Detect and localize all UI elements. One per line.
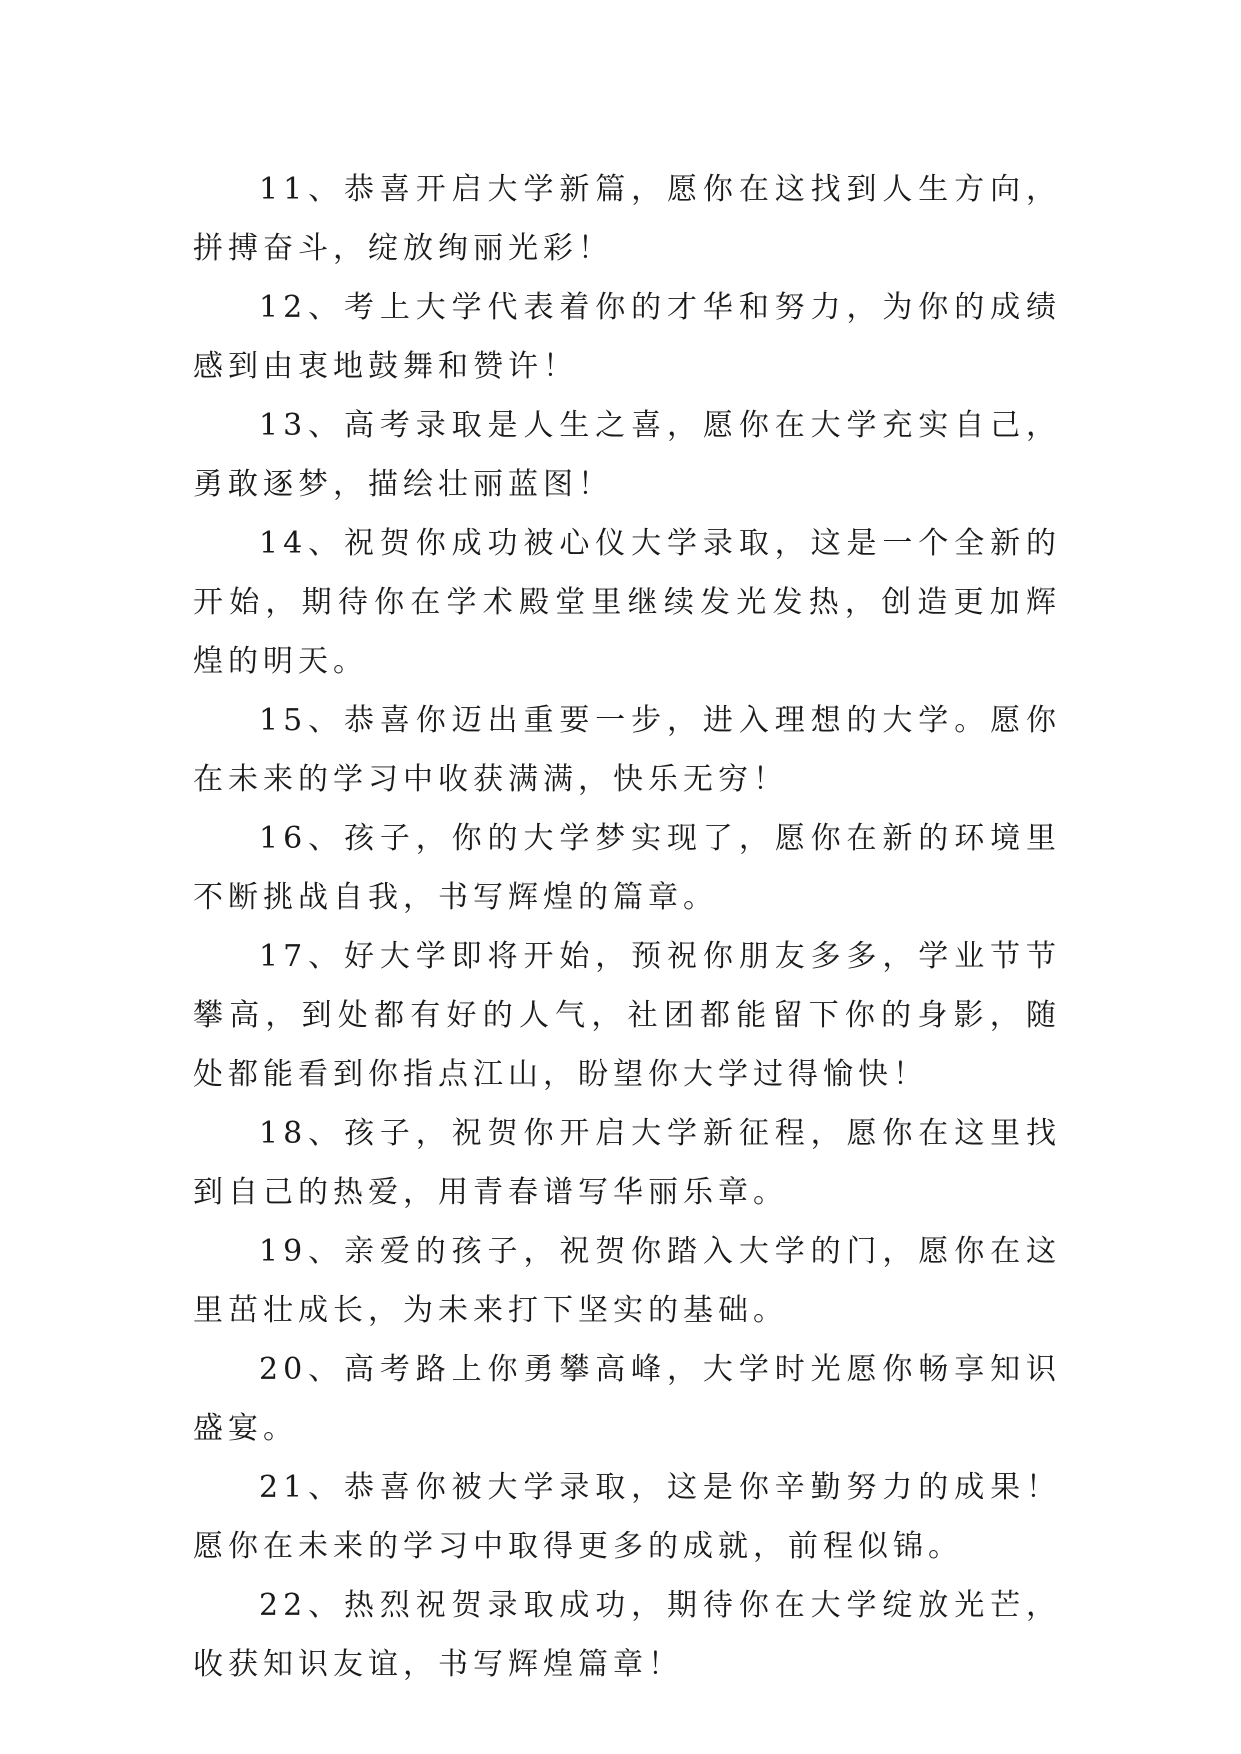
paragraph-22: 22、热烈祝贺录取成功，期待你在大学绽放光芒，收获知识友谊，书写辉煌篇章！ <box>193 1588 1061 1682</box>
paragraph-16: 16、孩子，你的大学梦实现了，愿你在新的环境里不断挑战自我，书写辉煌的篇章。 <box>193 821 1061 915</box>
paragraph-18: 18、孩子，祝贺你开启大学新征程，愿你在这里找到自己的热爱，用青春谱写华丽乐章。 <box>193 1116 1061 1210</box>
paragraph-11: 11、恭喜开启大学新篇，愿你在这找到人生方向，拼搏奋斗，绽放绚丽光彩！ <box>193 172 1061 266</box>
paragraph-19: 19、亲爱的孩子，祝贺你踏入大学的门，愿你在这里茁壮成长，为未来打下坚实的基础。 <box>193 1234 1061 1328</box>
paragraph-17: 17、好大学即将开始，预祝你朋友多多，学业节节攀高，到处都有好的人气，社团都能留下你的身影，随处都能看到你指点江山，盼望你大学过得愉快！ <box>193 939 1061 1092</box>
document-body <box>193 160 1061 1694</box>
paragraph-13: 13、高考录取是人生之喜，愿你在大学充实自己，勇敢逐梦，描绘壮丽蓝图！ <box>193 408 1061 502</box>
paragraph-12: 12、考上大学代表着你的才华和努力，为你的成绩感到由衷地鼓舞和赞许！ <box>193 290 1061 384</box>
paragraph-14: 14、祝贺你成功被心仪大学录取，这是一个全新的开始，期待你在学术殿堂里继续发光发热，创造更加辉煌的明天。 <box>193 526 1061 679</box>
paragraph-21: 21、恭喜你被大学录取，这是你辛勤努力的成果！愿你在未来的学习中取得更多的成就，前程似锦。 <box>193 1470 1061 1564</box>
paragraph-20: 20、高考路上你勇攀高峰，大学时光愿你畅享知识盛宴。 <box>193 1352 1061 1446</box>
paragraph-15: 15、恭喜你迈出重要一步，进入理想的大学。愿你在未来的学习中收获满满，快乐无穷！ <box>193 703 1061 797</box>
